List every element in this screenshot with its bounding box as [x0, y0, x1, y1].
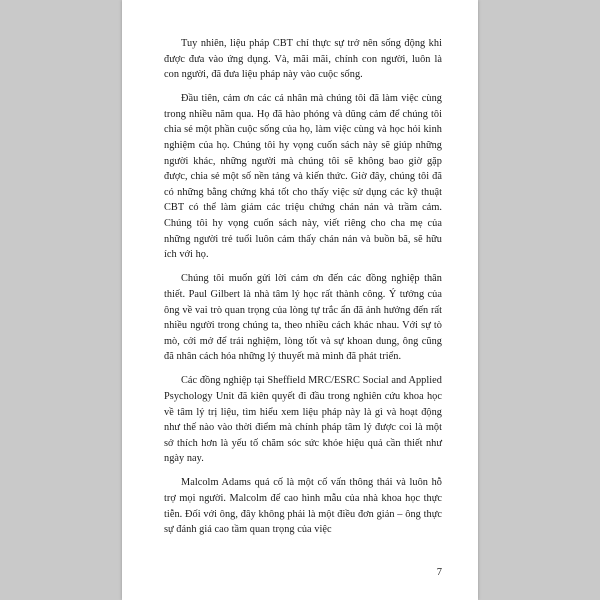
book-page	[122, 0, 478, 600]
page-number: 7	[436, 567, 442, 578]
paragraph: Tuy nhiên, liệu pháp CBT chỉ thực sự trở nên sống động khi được đưa vào ứng dụng. Và, mãi mãi, chính con người, luôn là con người, đã đưa liệu pháp này vào cuộc sống.	[164, 38, 442, 81]
paragraph: Các đồng nghiệp tại Sheffield MRC/ESRC Social and Applied Psychology Unit đã kiên quyết đi đầu trong nghiên cứu khoa học về tâm lý trị liệu, tìm hiểu xem liệu pháp này là gì và hoạt động như thế nào vào thời điểm mà chính pháp tâm lý được coi là một sở thích hơn là yếu tố chăm sóc sức khỏe hiệu quả cần thiết như ngày nay.	[164, 375, 442, 465]
paragraph: Chúng tôi muốn gửi lời cảm ơn đến các đồng nghiệp thân thiết. Paul Gilbert là nhà tâm lý học rất thành công. Ý tưởng của ông về vai trò quan trọng của lòng tự trắc ẩn đã ảnh hưởng đến rất nhiều người trong chúng ta, theo nhiều cách khác nhau. Với sự tò mò, cởi mở để trải nghiệm, lòng tốt và sự khoan dung, ông cũng đã nhân cách hóa những lý thuyết mà mình đã phát triển.	[164, 273, 442, 363]
paragraph: Malcolm Adams quá cố là một cố vấn thông thái và luôn hỗ trợ mọi người. Malcolm để cao hình mẫu của nhà khoa học thực tiễn. Đối với ông, đây không phải là một điều đơn giản – ông thực sự đánh giá cao tầm quan trọng của việc	[164, 477, 442, 536]
paragraph: Đầu tiên, cảm ơn các cá nhân mà chúng tôi đã làm việc cùng trong nhiều năm qua. Họ đã hào phóng và dũng cảm để chúng tôi chia sẻ một phần cuộc sống của họ, làm việc cùng và học hỏi kinh nghiệm của họ. Chúng tôi hy vọng cuốn sách này sẽ giúp những người khác, những người mà chúng tôi sẽ không bao giờ gặp được, chia sẻ một số nền tảng và kiến thức. Giờ đây, chúng tôi đã có những bằng chứng khá tốt cho thấy việc sử dụng các kỹ thuật CBT có thể làm giảm các triệu chứng chán nản và trầm cảm. Chúng tôi hy vọng cuốn sách này, viết riêng cho cha mẹ của những người trẻ tuổi luôn cảm thấy chán nản và buồn bã, sẽ hữu ích với họ.	[164, 93, 442, 261]
page-text-column	[164, 36, 442, 578]
